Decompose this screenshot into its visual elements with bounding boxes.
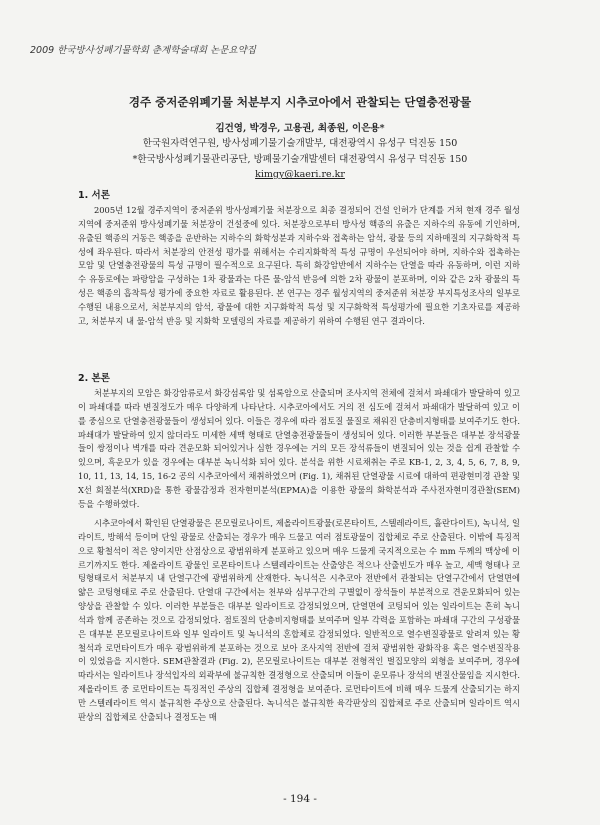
author-block: [0, 121, 600, 183]
paper-title: 경주 중저준위폐기물 처분부지 시추코아에서 관찰되는 단열충전광물: [128, 95, 472, 109]
section-heading-introduction: 1. 서론: [78, 190, 110, 201]
page-number: - 194 -: [283, 793, 317, 805]
author-email[interactable]: kimgy@kaeri.re.kr: [255, 169, 345, 181]
body-paragraph-1: 처분부지의 모암은 화강암류로서 화강섬록암 및 섬록암으로 산출되며 조사지역 전체에 걸쳐서 파쇄대가 발달하여 있고 이 파쇄대를 따라 변질정도가 매우 다양하게 나타난다. 시추코아에서도 거의 전 심도에 걸쳐서 파쇄대가 발달하여 있고 이를 중심으로 단열충전광물들이 생성되어 있다. 이들은 경우에 따라 점토질 물질로 채워진 단층비지형태를 보여주기도 한다. 파쇄대가 발달하여 있지 않더라도 미세한 세맥 형태로 단열충전광물들이 생성되어 있다. 이러한 부분들은 대부분 장석광물들이 쌍정이나 벽개를 따라 견운모화 되어있거나 심한 경우에는 거의 모든 장석류들이 변질되어 있는 것을 쉽게 관찰할 수 있으며, 흑운모가 있을 경우에는 대부분 녹니석화 되어 있다. 분석을 위한 시료채취는 주로 KB-1, 2, 3, 4, 5, 6, 7, 8, 9, 10, 11, 13, 14, 15, 16-2 공의 시추코아에서 채취하였으며 (Fig. 1), 채취된 단열광물 시료에 대하여 편광현미경 관찰 및 X선 회절분석(XRD)을 통한 광물감정과 전자현미분석(EPMA)을 이용한 광물의 화학분석과 주사전자현미경관찰(SEM) 등을 수행하였다.: [78, 388, 520, 509]
author-names: 김건영, 박경우, 고용권, 최종원, 이은용*: [215, 123, 385, 134]
section-heading-body: 2. 본론: [78, 373, 110, 384]
affiliation-1: 한국원자력연구원, 방사성폐기물기술개발부, 대전광역시 유성구 덕진동 150: [142, 138, 458, 150]
affiliation-2: *한국방사성폐기물관리공단, 방폐물기술개발센터 대전광역시 유성구 덕진동 150: [132, 153, 468, 165]
introduction-paragraph: 2005년 12월 경주지역이 중저준위 방사성폐기물 처분장으로 최종 결정되어 건설 인허가 단계를 거쳐 현재 경주 월성지역에 중저준위 방사성폐기물 처분장이 건설중에 있다. 처분장으로부터 방사성 핵종의 유출은 지하수의 유동에 기인하며, 유출된 핵종의 거동은 핵종을 운반하는 지하수의 화학성분과 지하수와 접촉하는 암석, 광물 등의 지하매질의 지구화학적 특성에 좌우된다. 따라서 처분장의 안전성 평가를 위해서는 수리지화학적 특성 규명이 우선되어야 하며, 지하수와 접촉하는 모암 및 단열충전광물의 특성 규명이 필수적으로 요구된다. 특히 화강암반에서 지하수는 단열을 따라 유동하며, 이런 지하수 유동로에는 파랑암을 구성하는 1차 광물과는 다른 물-암석 반응에 의한 2차 광물이 분포하며, 이와 같은 2차 광물의 특성은 핵종의 흡착특성 평가에 중요한 자료로 활용된다. 본 연구는 경주 월성지역의 중저준위 처분장 부지특성조사의 일부로 수행된 내용으로서, 처분부지의 암석, 광물에 대한 지구화학적 특성 및 지구화학적 특성평가에 필요한 기초자료를 제공하고, 처분부지 내 물-암석 반응 및 지화학 모델링의 자료를 제공하기 위하여 수행된 연구 결과이다.: [78, 205, 520, 326]
body-paragraph-2: 시추코아에서 확인된 단열광물은 몬모릴로나이트, 제올라이트광물(로몬타이트, 스텔레라이트, 휼란다이트), 녹니석, 일라이트, 방해석 등이며 단일 광물로 산출되는 경우가 매우 드물고 여러 점토광물이 집합체로 주로 산출된다. 이밖에 특징적으로 황철석이 적은 양이지만 산점상으로 광범위하게 분포하고 있으며 매우 드물게 국지적으로는 수 mm 두께의 맥상에 이르기까지도 한다. 제올라이트 광물인 로몬타이트나 스텔레라이트는 산출양은 적으나 산출빈도가 매우 높고, 세맥 형태나 코팅형태로서 처분부지 내 단열구간에 광범위하게 산재한다. 녹니석은 시추코아 전반에서 관찰되는 단열구간에서 단열면에 얇은 코팅형태로 주로 산출된다. 단열대 구간에서는 천부와 심부구간의 구별없이 장석들이 부분적으로 견운모화되어 있는 양상을 관찰할 수 있다. 이러한 부분들은 대부분 일라이트로 감정되었으며, 단열면에 코팅되어 있는 일라이트는 흔히 녹니석과 함께 공존하는 것으로 감정되었다. 점토질의 단층비지형태를 보여주며 일부 각력을 포함하는 파쇄대 구간의 구성광물은 대부분 몬모릴로나이트와 일부 일라이트 및 녹니석의 혼합체로 감정되었다. 일반적으로 열수변질광물로 알려져 있는 황철석과 로먼타이트가 매우 광범위하게 분포하는 것으로 보아 조사지역 전반에 걸쳐 광범위한 광화작용 혹은 열수변질작용이 있었음을 지시한다. SEM관찰결과 (Fig. 2), 몬모릴로나이트는 대부분 전형적인 벌집모양의 외형을 보여주며, 경우에 따라서는 일라이트나 장석입자의 외곽부에 불규칙한 결정형으로 산출되며 이들이 운모류나 장석의 변질산물임을 지시한다. 제올라이트 중 로먼타이트는 특징적인 주상의 집합체 결정형을 보여준다. 로먼타이트에 비해 매우 드물게 산출되기는 하지만 스텔레라이트 역시 불규칙한 주상으로 산출된다. 녹니석은 불규칙한 육각판상의 집합체로 주로 산출되며 일라이트 역시 판상의 집합체로 산출되나 결정도는 매: [78, 518, 520, 722]
running-header: 2009 한국방사성폐기물학회 춘계학술대회 논문요약집: [30, 45, 256, 56]
